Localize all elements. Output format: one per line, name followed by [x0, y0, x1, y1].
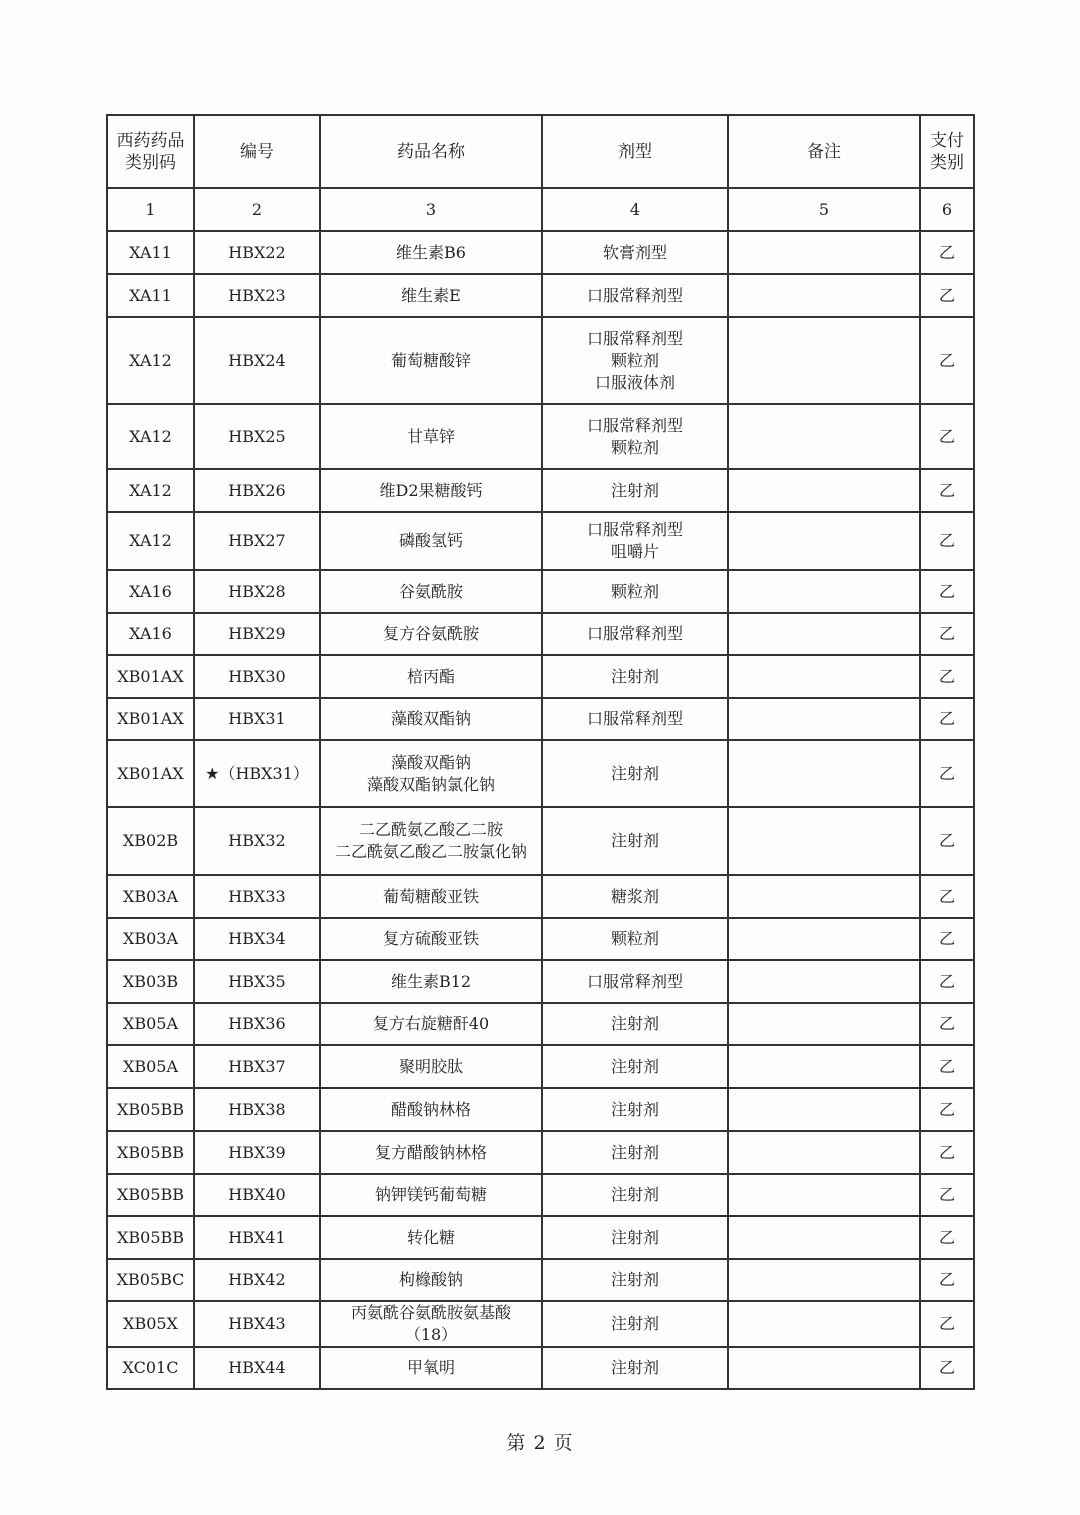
dosage-form-cell-line: 口服常释剂型 [586, 971, 683, 991]
payment-type-cell: 乙 [920, 1347, 974, 1389]
dosage-form-cell-line: 注射剂 [610, 1314, 659, 1333]
dosage-form-cell-line: 颗粒剂 [610, 929, 659, 948]
dosage-form-cell [542, 1347, 728, 1389]
table-row [107, 1131, 974, 1174]
drug-name-cell-line: 甲氧明 [406, 1358, 455, 1377]
category-code-cell: XA12 [107, 512, 194, 570]
category-code-cell: XA16 [107, 570, 194, 613]
category-code-cell: XA12 [107, 469, 194, 512]
table-row [107, 231, 974, 274]
dosage-form-cell [542, 317, 728, 404]
table-body [107, 231, 974, 1389]
payment-type-cell: 乙 [920, 1301, 974, 1347]
table-row [107, 655, 974, 698]
drug-name-cell-line: 葡萄糖酸亚铁 [382, 886, 479, 906]
header-payment-type-line1: 支付 [930, 130, 964, 151]
category-code-cell: XB05A [107, 1045, 194, 1088]
table-row [107, 807, 974, 875]
payment-type-cell: 乙 [920, 613, 974, 655]
table-row [107, 512, 974, 570]
dosage-form-cell [542, 231, 728, 274]
drug-name-cell-line: 维生素E [401, 285, 461, 305]
header-row [107, 115, 974, 188]
table-row [107, 570, 974, 613]
payment-type-cell: 乙 [920, 655, 974, 698]
header-payment-type-line2: 类别 [930, 152, 964, 173]
table-row [107, 740, 974, 807]
remark-cell [728, 613, 920, 655]
header-number: 编号 [194, 115, 320, 188]
payment-type-cell: 乙 [920, 698, 974, 740]
payment-type-cell: 乙 [920, 274, 974, 317]
remark-cell [728, 1003, 920, 1045]
dosage-form-cell-line: 注射剂 [610, 1185, 659, 1204]
column-number: 3 [320, 188, 542, 231]
number-cell: HBX42 [194, 1259, 320, 1301]
dosage-form-cell-line: 注射剂 [610, 1142, 659, 1162]
dosage-form-cell-line: 软膏剂型 [602, 242, 667, 262]
dosage-form-cell [542, 807, 728, 875]
category-code-cell: XA11 [107, 274, 194, 317]
table-row [107, 1174, 974, 1216]
column-number: 2 [194, 188, 320, 231]
number-cell: HBX36 [194, 1003, 320, 1045]
dosage-form-cell [542, 1003, 728, 1045]
remark-cell [728, 740, 920, 807]
drug-name-cell [320, 1216, 542, 1259]
drug-name-cell-line: 转化糖 [406, 1227, 455, 1247]
drug-name-cell-line: 维生素B6 [396, 242, 466, 262]
drug-name-cell-line: 丙氨酰谷氨酰胺氨基酸 [350, 1303, 511, 1322]
table-row [107, 875, 974, 918]
payment-type-cell: 乙 [920, 570, 974, 613]
drug-name-cell [320, 512, 542, 570]
drug-name-cell [320, 698, 542, 740]
category-code-cell: XB03A [107, 875, 194, 918]
payment-type-cell: 乙 [920, 1003, 974, 1045]
remark-cell [728, 1088, 920, 1131]
remark-cell [728, 1347, 920, 1389]
payment-type-cell: 乙 [920, 231, 974, 274]
payment-type-cell: 乙 [920, 807, 974, 875]
column-number: 6 [920, 188, 974, 231]
dosage-form-cell-line: 口服常释剂型 [586, 520, 683, 539]
drug-name-cell [320, 875, 542, 918]
drug-name-cell [320, 469, 542, 512]
drug-name-cell-line: 钠钾镁钙葡萄糖 [374, 1185, 487, 1204]
dosage-form-cell [542, 875, 728, 918]
header-category-code [107, 115, 194, 188]
table-row [107, 698, 974, 740]
dosage-form-cell-line: 注射剂 [610, 666, 659, 686]
number-cell: HBX35 [194, 960, 320, 1003]
category-code-cell: XB01AX [107, 698, 194, 740]
number-cell: HBX24 [194, 317, 320, 404]
number-cell: HBX30 [194, 655, 320, 698]
remark-cell [728, 1131, 920, 1174]
drug-name-cell [320, 1347, 542, 1389]
table-row [107, 918, 974, 960]
category-code-cell: XB05BB [107, 1088, 194, 1131]
drug-name-cell-line: 复方谷氨酰胺 [382, 624, 479, 643]
dosage-form-cell [542, 1259, 728, 1301]
number-cell: HBX44 [194, 1347, 320, 1389]
payment-type-cell: 乙 [920, 1216, 974, 1259]
drug-name-cell-line: 维D2果糖酸钙 [379, 480, 483, 500]
drug-name-cell-line: 磷酸氢钙 [398, 531, 463, 550]
remark-cell [728, 655, 920, 698]
number-cell: HBX34 [194, 918, 320, 960]
number-cell: HBX40 [194, 1174, 320, 1216]
drug-name-cell-line: 甘草锌 [406, 426, 455, 446]
drug-name-cell-line: 藻酸双酯钠 [390, 709, 471, 728]
number-cell: HBX41 [194, 1216, 320, 1259]
column-number: 1 [107, 188, 194, 231]
dosage-form-cell [542, 918, 728, 960]
remark-cell [728, 512, 920, 570]
drug-name-cell [320, 1259, 542, 1301]
table-row [107, 960, 974, 1003]
dosage-form-cell-line: 注射剂 [610, 831, 659, 850]
remark-cell [728, 1174, 920, 1216]
dosage-form-cell-line: 口服常释剂型 [586, 709, 683, 728]
dosage-form-cell-line: 注射剂 [610, 1014, 659, 1033]
payment-type-cell: 乙 [920, 960, 974, 1003]
table-row [107, 1259, 974, 1301]
remark-cell [728, 469, 920, 512]
dosage-form-cell-line: 注射剂 [610, 480, 659, 500]
dosage-form-cell [542, 740, 728, 807]
drug-name-cell-line: 复方硫酸亚铁 [382, 929, 479, 948]
drug-name-cell [320, 960, 542, 1003]
remark-cell [728, 404, 920, 469]
dosage-form-cell [542, 960, 728, 1003]
remark-cell [728, 1045, 920, 1088]
drug-name-cell-line: 藻酸双酯钠氯化钠 [366, 774, 495, 794]
drug-name-cell [320, 1003, 542, 1045]
dosage-form-cell-line: 注射剂 [610, 1099, 659, 1119]
drug-name-cell-line: 棓丙酯 [406, 666, 455, 686]
number-cell: HBX29 [194, 613, 320, 655]
payment-type-cell: 乙 [920, 469, 974, 512]
dosage-form-cell [542, 1216, 728, 1259]
drug-name-cell-line: 藻酸双酯钠 [390, 752, 471, 772]
drug-name-cell [320, 740, 542, 807]
remark-cell [728, 1301, 920, 1347]
dosage-form-cell [542, 469, 728, 512]
drug-name-cell [320, 613, 542, 655]
drug-name-cell [320, 1088, 542, 1131]
dosage-form-cell-line: 口服常释剂型 [586, 415, 683, 435]
drug-name-cell [320, 404, 542, 469]
number-cell: HBX25 [194, 404, 320, 469]
category-code-cell: XA12 [107, 317, 194, 404]
drug-name-cell [320, 918, 542, 960]
table-row [107, 1088, 974, 1131]
category-code-cell: XB03B [107, 960, 194, 1003]
dosage-form-cell [542, 570, 728, 613]
category-code-cell: XB01AX [107, 740, 194, 807]
drug-name-cell-line: 二乙酰氨乙酸乙二胺氯化钠 [334, 842, 527, 861]
header-category-code-line2: 类别码 [125, 152, 176, 173]
category-code-cell: XB05BC [107, 1259, 194, 1301]
dosage-form-cell-line: 口服常释剂型 [586, 624, 683, 643]
column-number: 5 [728, 188, 920, 231]
drug-name-cell [320, 274, 542, 317]
dosage-form-cell-line: 颗粒剂 [610, 350, 659, 370]
dosage-form-cell [542, 1045, 728, 1088]
header-payment-type [920, 115, 974, 188]
drug-name-cell [320, 1045, 542, 1088]
drug-name-cell-line: 二乙酰氨乙酸乙二胺 [358, 820, 503, 839]
drug-name-cell-line: （18） [404, 1325, 458, 1344]
category-code-cell: XB03A [107, 918, 194, 960]
dosage-form-cell-line: 注射剂 [610, 1358, 659, 1377]
payment-type-cell: 乙 [920, 1088, 974, 1131]
remark-cell [728, 918, 920, 960]
category-code-cell: XB05BB [107, 1174, 194, 1216]
number-cell: HBX22 [194, 231, 320, 274]
drug-name-cell [320, 807, 542, 875]
drug-name-cell-line: 复方醋酸钠林格 [374, 1142, 487, 1162]
dosage-form-cell-line: 注射剂 [610, 1270, 659, 1289]
number-cell: HBX43 [194, 1301, 320, 1347]
dosage-form-cell [542, 655, 728, 698]
remark-cell [728, 274, 920, 317]
drug-name-cell-line: 维生素B12 [390, 971, 472, 991]
table-row [107, 469, 974, 512]
category-code-cell: XB05BB [107, 1131, 194, 1174]
number-cell: HBX38 [194, 1088, 320, 1131]
page-number: 第 2 页 [506, 1432, 574, 1454]
drug-name-cell [320, 1301, 542, 1347]
table-row [107, 1045, 974, 1088]
dosage-form-cell [542, 404, 728, 469]
drug-name-cell [320, 655, 542, 698]
dosage-form-cell-line: 注射剂 [610, 763, 659, 783]
number-cell: HBX37 [194, 1045, 320, 1088]
dosage-form-cell-line: 颗粒剂 [610, 437, 659, 457]
drug-name-cell-line: 谷氨酰胺 [398, 581, 463, 601]
dosage-form-cell [542, 1131, 728, 1174]
category-code-cell: XA16 [107, 613, 194, 655]
dosage-form-cell-line: 注射剂 [610, 1056, 659, 1076]
category-code-cell: XB05BB [107, 1216, 194, 1259]
table-row [107, 1216, 974, 1259]
payment-type-cell: 乙 [920, 740, 974, 807]
table-row [107, 1347, 974, 1389]
payment-type-cell: 乙 [920, 512, 974, 570]
header-category-code-line1: 西药药品 [116, 130, 185, 151]
category-code-cell: XA12 [107, 404, 194, 469]
category-code-cell: XB05A [107, 1003, 194, 1045]
number-cell: HBX33 [194, 875, 320, 918]
dosage-form-cell-line: 口服液体剂 [594, 372, 675, 392]
column-number: 4 [542, 188, 728, 231]
dosage-form-cell-line: 咀嚼片 [610, 542, 659, 561]
header-drug-name: 药品名称 [320, 115, 542, 188]
number-cell: HBX26 [194, 469, 320, 512]
category-code-cell: XB01AX [107, 655, 194, 698]
number-cell: HBX27 [194, 512, 320, 570]
category-code-cell: XC01C [107, 1347, 194, 1389]
payment-type-cell: 乙 [920, 1045, 974, 1088]
remark-cell [728, 231, 920, 274]
number-cell: HBX32 [194, 807, 320, 875]
dosage-form-cell [542, 274, 728, 317]
drug-name-cell [320, 1174, 542, 1216]
category-code-cell: XA11 [107, 231, 194, 274]
payment-type-cell: 乙 [920, 918, 974, 960]
remark-cell [728, 317, 920, 404]
drug-list-table [106, 114, 975, 1390]
payment-type-cell: 乙 [920, 875, 974, 918]
drug-name-cell [320, 570, 542, 613]
drug-name-cell-line: 醋酸钠林格 [390, 1099, 471, 1119]
remark-cell [728, 960, 920, 1003]
dosage-form-cell-line: 糖浆剂 [610, 886, 659, 906]
remark-cell [728, 570, 920, 613]
dosage-form-cell [542, 1174, 728, 1216]
dosage-form-cell [542, 512, 728, 570]
dosage-form-cell-line: 注射剂 [610, 1227, 659, 1247]
drug-name-cell [320, 231, 542, 274]
header-remarks: 备注 [728, 115, 920, 188]
dosage-form-cell [542, 698, 728, 740]
table-row [107, 404, 974, 469]
drug-name-cell-line: 枸橼酸钠 [398, 1270, 463, 1289]
payment-type-cell: 乙 [920, 1259, 974, 1301]
table-row [107, 274, 974, 317]
remark-cell [728, 1216, 920, 1259]
category-code-cell: XB05X [107, 1301, 194, 1347]
remark-cell [728, 1259, 920, 1301]
table-row [107, 1003, 974, 1045]
drug-name-cell-line: 复方右旋糖酐40 [372, 1014, 490, 1033]
dosage-form-cell [542, 613, 728, 655]
dosage-form-cell-line: 口服常释剂型 [586, 328, 683, 348]
remark-cell [728, 807, 920, 875]
table-row [107, 317, 974, 404]
dosage-form-cell-line: 口服常释剂型 [586, 285, 683, 305]
number-cell: HBX28 [194, 570, 320, 613]
drug-name-cell [320, 317, 542, 404]
drug-name-cell-line: 葡萄糖酸锌 [390, 350, 471, 370]
table-row [107, 1301, 974, 1347]
header-dosage-form: 剂型 [542, 115, 728, 188]
column-number-row [107, 188, 974, 231]
dosage-form-cell [542, 1301, 728, 1347]
remark-cell [728, 875, 920, 918]
number-cell: HBX31 [194, 698, 320, 740]
number-cell: ★（HBX31） [194, 740, 320, 807]
drug-name-cell [320, 1131, 542, 1174]
payment-type-cell: 乙 [920, 404, 974, 469]
payment-type-cell: 乙 [920, 1131, 974, 1174]
dosage-form-cell [542, 1088, 728, 1131]
payment-type-cell: 乙 [920, 1174, 974, 1216]
payment-type-cell: 乙 [920, 317, 974, 404]
drug-name-cell-line: 聚明胶肽 [398, 1056, 463, 1076]
number-cell: HBX39 [194, 1131, 320, 1174]
category-code-cell: XB02B [107, 807, 194, 875]
dosage-form-cell-line: 颗粒剂 [610, 581, 659, 601]
number-cell: HBX23 [194, 274, 320, 317]
remark-cell [728, 698, 920, 740]
table-row [107, 613, 974, 655]
